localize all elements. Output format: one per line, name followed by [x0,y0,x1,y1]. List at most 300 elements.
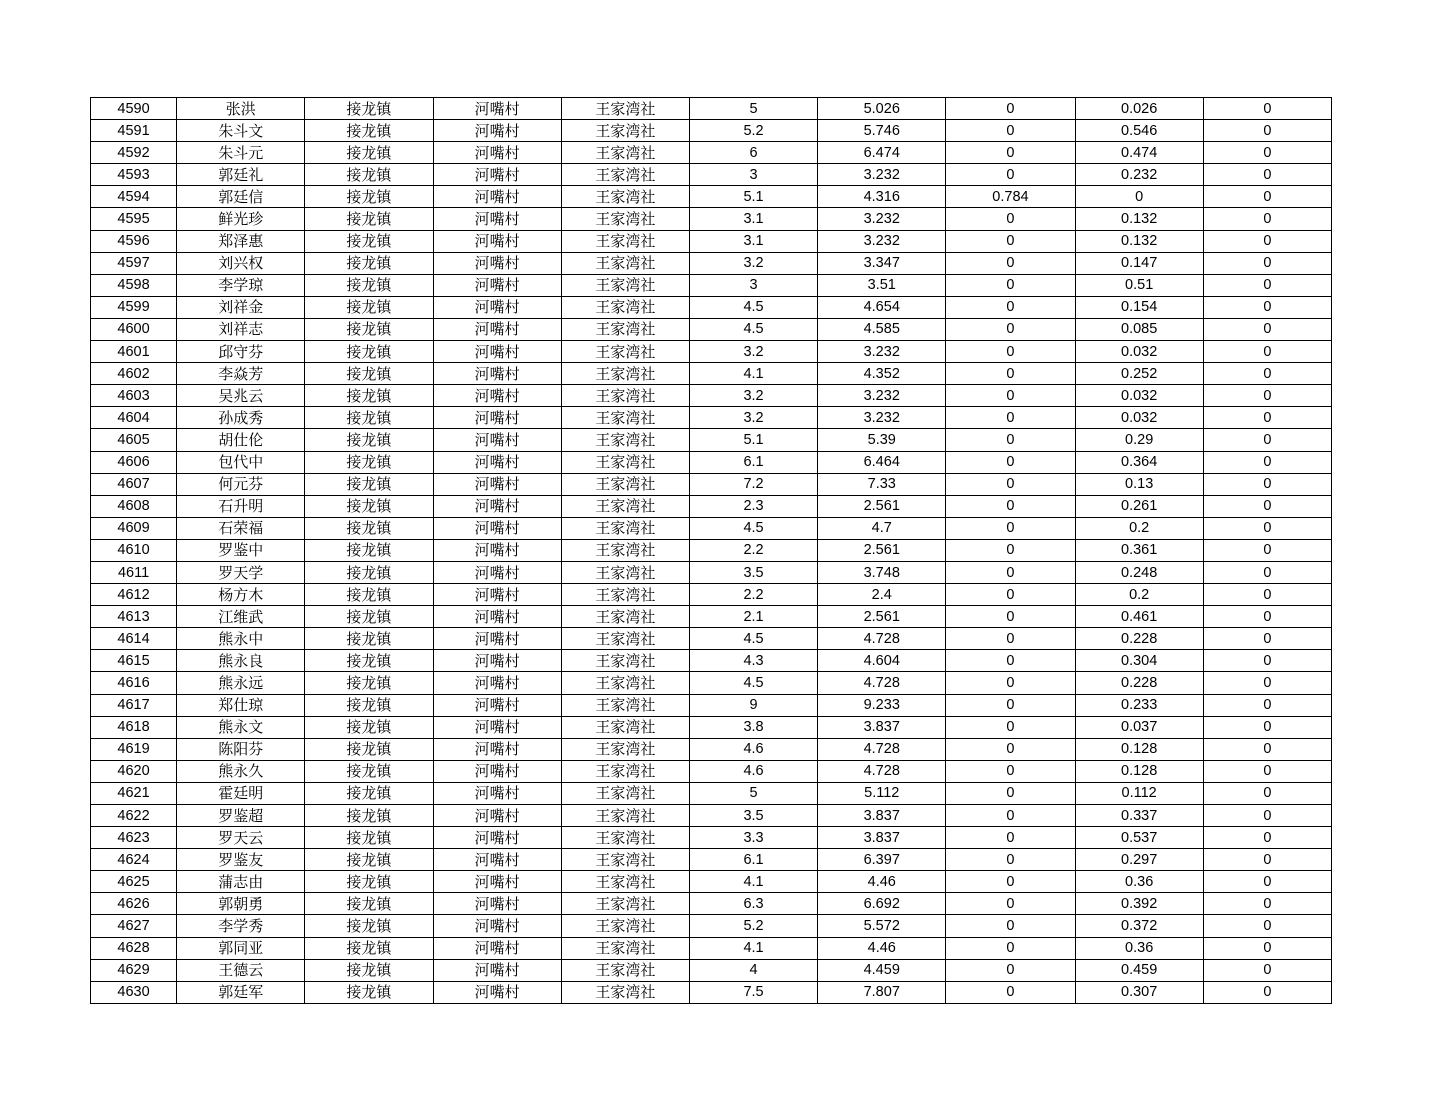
name-cell: 熊永良 [177,650,305,672]
value-d-cell: 0.026 [1075,98,1203,120]
name-cell: 熊永中 [177,628,305,650]
value-c-cell: 0 [946,561,1075,583]
group-cell: 王家湾社 [561,341,689,363]
value-b-cell: 2.561 [818,495,946,517]
table-row [91,318,1332,340]
value-a-cell: 3.1 [689,208,817,230]
group-cell: 王家湾社 [561,672,689,694]
value-e-cell: 0 [1203,805,1331,827]
group-cell: 王家湾社 [561,296,689,318]
village-cell: 河嘴村 [433,805,561,827]
value-a-cell: 3.2 [689,252,817,274]
value-a-cell: 6.1 [689,849,817,871]
value-a-cell: 4.6 [689,760,817,782]
value-d-cell: 0 [1075,186,1203,208]
value-c-cell: 0 [946,805,1075,827]
value-d-cell: 0.112 [1075,782,1203,804]
table-row [91,208,1332,230]
value-c-cell: 0 [946,606,1075,628]
value-e-cell: 0 [1203,473,1331,495]
name-cell: 罗天学 [177,561,305,583]
village-cell: 河嘴村 [433,871,561,893]
id-cell: 4620 [91,760,177,782]
value-a-cell: 3.2 [689,385,817,407]
value-c-cell: 0 [946,120,1075,142]
value-c-cell: 0 [946,937,1075,959]
village-cell: 河嘴村 [433,561,561,583]
value-d-cell: 0.36 [1075,937,1203,959]
name-cell: 刘兴权 [177,252,305,274]
village-cell: 河嘴村 [433,760,561,782]
data-table [90,97,1332,1004]
value-e-cell: 0 [1203,142,1331,164]
name-cell: 朱斗元 [177,142,305,164]
table-row [91,120,1332,142]
town-cell: 接龙镇 [305,760,433,782]
value-b-cell: 4.352 [818,363,946,385]
value-c-cell: 0 [946,473,1075,495]
town-cell: 接龙镇 [305,230,433,252]
town-cell: 接龙镇 [305,363,433,385]
value-a-cell: 4.5 [689,628,817,650]
table-row [91,473,1332,495]
group-cell: 王家湾社 [561,584,689,606]
id-cell: 4592 [91,142,177,164]
name-cell: 李学琼 [177,274,305,296]
group-cell: 王家湾社 [561,738,689,760]
value-b-cell: 4.728 [818,760,946,782]
value-b-cell: 3.232 [818,230,946,252]
value-a-cell: 3.2 [689,407,817,429]
value-e-cell: 0 [1203,672,1331,694]
table-row [91,871,1332,893]
value-c-cell: 0 [946,495,1075,517]
value-b-cell: 3.837 [818,805,946,827]
value-d-cell: 0.228 [1075,628,1203,650]
value-e-cell: 0 [1203,341,1331,363]
village-cell: 河嘴村 [433,473,561,495]
id-cell: 4614 [91,628,177,650]
value-c-cell: 0 [946,363,1075,385]
village-cell: 河嘴村 [433,208,561,230]
town-cell: 接龙镇 [305,716,433,738]
id-cell: 4599 [91,296,177,318]
value-c-cell: 0 [946,650,1075,672]
group-cell: 王家湾社 [561,981,689,1003]
table-row [91,363,1332,385]
village-cell: 河嘴村 [433,981,561,1003]
value-c-cell: 0 [946,959,1075,981]
value-a-cell: 6 [689,142,817,164]
name-cell: 杨方木 [177,584,305,606]
group-cell: 王家湾社 [561,628,689,650]
value-e-cell: 0 [1203,606,1331,628]
id-cell: 4604 [91,407,177,429]
value-d-cell: 0.36 [1075,871,1203,893]
name-cell: 郑泽惠 [177,230,305,252]
village-cell: 河嘴村 [433,318,561,340]
table-body [91,98,1332,1004]
value-a-cell: 4.5 [689,672,817,694]
value-b-cell: 4.459 [818,959,946,981]
table-row [91,186,1332,208]
group-cell: 王家湾社 [561,694,689,716]
village-cell: 河嘴村 [433,937,561,959]
table-row [91,142,1332,164]
town-cell: 接龙镇 [305,915,433,937]
value-b-cell: 7.807 [818,981,946,1003]
name-cell: 刘祥志 [177,318,305,340]
name-cell: 郭朝勇 [177,893,305,915]
name-cell: 邱守芬 [177,341,305,363]
value-e-cell: 0 [1203,915,1331,937]
value-b-cell: 6.692 [818,893,946,915]
value-a-cell: 4 [689,959,817,981]
value-e-cell: 0 [1203,584,1331,606]
value-a-cell: 4.5 [689,517,817,539]
value-e-cell: 0 [1203,363,1331,385]
name-cell: 罗天云 [177,827,305,849]
group-cell: 王家湾社 [561,937,689,959]
value-e-cell: 0 [1203,827,1331,849]
table-row [91,407,1332,429]
value-b-cell: 3.232 [818,407,946,429]
value-c-cell: 0 [946,517,1075,539]
value-d-cell: 0.261 [1075,495,1203,517]
town-cell: 接龙镇 [305,318,433,340]
village-cell: 河嘴村 [433,495,561,517]
value-d-cell: 0.361 [1075,539,1203,561]
village-cell: 河嘴村 [433,738,561,760]
value-d-cell: 0.085 [1075,318,1203,340]
name-cell: 江维武 [177,606,305,628]
name-cell: 熊永久 [177,760,305,782]
value-c-cell: 0 [946,230,1075,252]
value-b-cell: 5.026 [818,98,946,120]
village-cell: 河嘴村 [433,672,561,694]
value-c-cell: 0 [946,208,1075,230]
group-cell: 王家湾社 [561,650,689,672]
value-b-cell: 4.46 [818,937,946,959]
value-c-cell: 0 [946,672,1075,694]
town-cell: 接龙镇 [305,827,433,849]
value-b-cell: 4.728 [818,628,946,650]
id-cell: 4618 [91,716,177,738]
id-cell: 4613 [91,606,177,628]
id-cell: 4600 [91,318,177,340]
value-c-cell: 0 [946,827,1075,849]
town-cell: 接龙镇 [305,539,433,561]
id-cell: 4595 [91,208,177,230]
town-cell: 接龙镇 [305,694,433,716]
group-cell: 王家湾社 [561,915,689,937]
name-cell: 何元芬 [177,473,305,495]
name-cell: 蒲志由 [177,871,305,893]
value-c-cell: 0 [946,407,1075,429]
id-cell: 4629 [91,959,177,981]
value-a-cell: 3.1 [689,230,817,252]
id-cell: 4605 [91,429,177,451]
value-a-cell: 4.3 [689,650,817,672]
value-d-cell: 0.032 [1075,407,1203,429]
town-cell: 接龙镇 [305,252,433,274]
name-cell: 吴兆云 [177,385,305,407]
village-cell: 河嘴村 [433,429,561,451]
value-e-cell: 0 [1203,407,1331,429]
value-d-cell: 0.154 [1075,296,1203,318]
id-cell: 4594 [91,186,177,208]
name-cell: 郭廷信 [177,186,305,208]
group-cell: 王家湾社 [561,274,689,296]
id-cell: 4606 [91,451,177,473]
town-cell: 接龙镇 [305,208,433,230]
id-cell: 4625 [91,871,177,893]
town-cell: 接龙镇 [305,561,433,583]
value-c-cell: 0 [946,274,1075,296]
village-cell: 河嘴村 [433,650,561,672]
table-row [91,893,1332,915]
table-row [91,760,1332,782]
table-row [91,539,1332,561]
name-cell: 李焱芳 [177,363,305,385]
name-cell: 罗鉴友 [177,849,305,871]
value-d-cell: 0.232 [1075,164,1203,186]
value-b-cell: 4.316 [818,186,946,208]
id-cell: 4602 [91,363,177,385]
id-cell: 4591 [91,120,177,142]
id-cell: 4616 [91,672,177,694]
value-a-cell: 6.1 [689,451,817,473]
table-row [91,694,1332,716]
value-c-cell: 0 [946,164,1075,186]
town-cell: 接龙镇 [305,738,433,760]
id-cell: 4611 [91,561,177,583]
id-cell: 4615 [91,650,177,672]
id-cell: 4610 [91,539,177,561]
value-a-cell: 5.1 [689,186,817,208]
town-cell: 接龙镇 [305,672,433,694]
value-d-cell: 0.459 [1075,959,1203,981]
name-cell: 罗鉴中 [177,539,305,561]
group-cell: 王家湾社 [561,716,689,738]
table-row [91,782,1332,804]
village-cell: 河嘴村 [433,186,561,208]
village-cell: 河嘴村 [433,827,561,849]
group-cell: 王家湾社 [561,252,689,274]
village-cell: 河嘴村 [433,606,561,628]
value-e-cell: 0 [1203,451,1331,473]
village-cell: 河嘴村 [433,252,561,274]
table-row [91,959,1332,981]
value-a-cell: 2.2 [689,584,817,606]
name-cell: 郭廷军 [177,981,305,1003]
table-row [91,584,1332,606]
village-cell: 河嘴村 [433,363,561,385]
value-a-cell: 2.2 [689,539,817,561]
town-cell: 接龙镇 [305,451,433,473]
village-cell: 河嘴村 [433,98,561,120]
table-row [91,849,1332,871]
value-d-cell: 0.252 [1075,363,1203,385]
value-e-cell: 0 [1203,760,1331,782]
village-cell: 河嘴村 [433,341,561,363]
value-b-cell: 5.746 [818,120,946,142]
village-cell: 河嘴村 [433,451,561,473]
value-b-cell: 4.585 [818,318,946,340]
value-c-cell: 0 [946,296,1075,318]
village-cell: 河嘴村 [433,120,561,142]
value-a-cell: 4.1 [689,871,817,893]
value-d-cell: 0.147 [1075,252,1203,274]
name-cell: 李学秀 [177,915,305,937]
value-b-cell: 3.232 [818,385,946,407]
id-cell: 4623 [91,827,177,849]
table-row [91,738,1332,760]
value-e-cell: 0 [1203,650,1331,672]
value-d-cell: 0.233 [1075,694,1203,716]
value-a-cell: 4.1 [689,363,817,385]
value-b-cell: 6.464 [818,451,946,473]
value-d-cell: 0.128 [1075,760,1203,782]
town-cell: 接龙镇 [305,274,433,296]
group-cell: 王家湾社 [561,208,689,230]
village-cell: 河嘴村 [433,142,561,164]
value-b-cell: 4.604 [818,650,946,672]
value-a-cell: 4.1 [689,937,817,959]
village-cell: 河嘴村 [433,716,561,738]
town-cell: 接龙镇 [305,164,433,186]
value-c-cell: 0 [946,694,1075,716]
table-row [91,341,1332,363]
value-c-cell: 0 [946,716,1075,738]
value-b-cell: 3.837 [818,716,946,738]
value-a-cell: 3 [689,274,817,296]
value-d-cell: 0.392 [1075,893,1203,915]
value-b-cell: 5.572 [818,915,946,937]
table-row [91,517,1332,539]
value-b-cell: 2.561 [818,539,946,561]
value-e-cell: 0 [1203,628,1331,650]
value-e-cell: 0 [1203,738,1331,760]
town-cell: 接龙镇 [305,606,433,628]
id-cell: 4607 [91,473,177,495]
value-d-cell: 0.337 [1075,805,1203,827]
group-cell: 王家湾社 [561,871,689,893]
value-c-cell: 0 [946,451,1075,473]
id-cell: 4624 [91,849,177,871]
value-c-cell: 0 [946,98,1075,120]
village-cell: 河嘴村 [433,274,561,296]
value-b-cell: 2.4 [818,584,946,606]
village-cell: 河嘴村 [433,628,561,650]
town-cell: 接龙镇 [305,937,433,959]
value-b-cell: 4.728 [818,738,946,760]
id-cell: 4596 [91,230,177,252]
group-cell: 王家湾社 [561,385,689,407]
id-cell: 4597 [91,252,177,274]
value-a-cell: 3.2 [689,341,817,363]
town-cell: 接龙镇 [305,517,433,539]
table-row [91,385,1332,407]
village-cell: 河嘴村 [433,539,561,561]
name-cell: 朱斗文 [177,120,305,142]
group-cell: 王家湾社 [561,849,689,871]
table-row [91,650,1332,672]
value-d-cell: 0.364 [1075,451,1203,473]
id-cell: 4603 [91,385,177,407]
village-cell: 河嘴村 [433,694,561,716]
village-cell: 河嘴村 [433,517,561,539]
value-a-cell: 7.5 [689,981,817,1003]
value-d-cell: 0.248 [1075,561,1203,583]
group-cell: 王家湾社 [561,760,689,782]
value-b-cell: 5.39 [818,429,946,451]
group-cell: 王家湾社 [561,561,689,583]
value-a-cell: 5.2 [689,915,817,937]
value-c-cell: 0.784 [946,186,1075,208]
name-cell: 郭廷礼 [177,164,305,186]
value-e-cell: 0 [1203,539,1331,561]
name-cell: 王德云 [177,959,305,981]
town-cell: 接龙镇 [305,429,433,451]
group-cell: 王家湾社 [561,517,689,539]
group-cell: 王家湾社 [561,98,689,120]
group-cell: 王家湾社 [561,827,689,849]
group-cell: 王家湾社 [561,318,689,340]
name-cell: 陈阳芬 [177,738,305,760]
id-cell: 4621 [91,782,177,804]
name-cell: 郑仕琼 [177,694,305,716]
village-cell: 河嘴村 [433,893,561,915]
town-cell: 接龙镇 [305,186,433,208]
name-cell: 郭同亚 [177,937,305,959]
value-c-cell: 0 [946,893,1075,915]
value-d-cell: 0.461 [1075,606,1203,628]
town-cell: 接龙镇 [305,407,433,429]
value-b-cell: 3.347 [818,252,946,274]
value-a-cell: 4.5 [689,318,817,340]
value-c-cell: 0 [946,142,1075,164]
value-b-cell: 6.397 [818,849,946,871]
value-d-cell: 0.132 [1075,208,1203,230]
id-cell: 4622 [91,805,177,827]
name-cell: 鲜光珍 [177,208,305,230]
value-d-cell: 0.032 [1075,385,1203,407]
name-cell: 孙成秀 [177,407,305,429]
value-d-cell: 0.037 [1075,716,1203,738]
name-cell: 石升明 [177,495,305,517]
value-d-cell: 0.307 [1075,981,1203,1003]
id-cell: 4608 [91,495,177,517]
table-row [91,495,1332,517]
town-cell: 接龙镇 [305,628,433,650]
value-d-cell: 0.372 [1075,915,1203,937]
value-d-cell: 0.132 [1075,230,1203,252]
town-cell: 接龙镇 [305,142,433,164]
group-cell: 王家湾社 [561,959,689,981]
name-cell: 刘祥金 [177,296,305,318]
town-cell: 接龙镇 [305,120,433,142]
value-e-cell: 0 [1203,186,1331,208]
table-row [91,915,1332,937]
value-b-cell: 5.112 [818,782,946,804]
table-row [91,230,1332,252]
value-e-cell: 0 [1203,252,1331,274]
value-e-cell: 0 [1203,274,1331,296]
id-cell: 4590 [91,98,177,120]
value-e-cell: 0 [1203,937,1331,959]
name-cell: 张洪 [177,98,305,120]
